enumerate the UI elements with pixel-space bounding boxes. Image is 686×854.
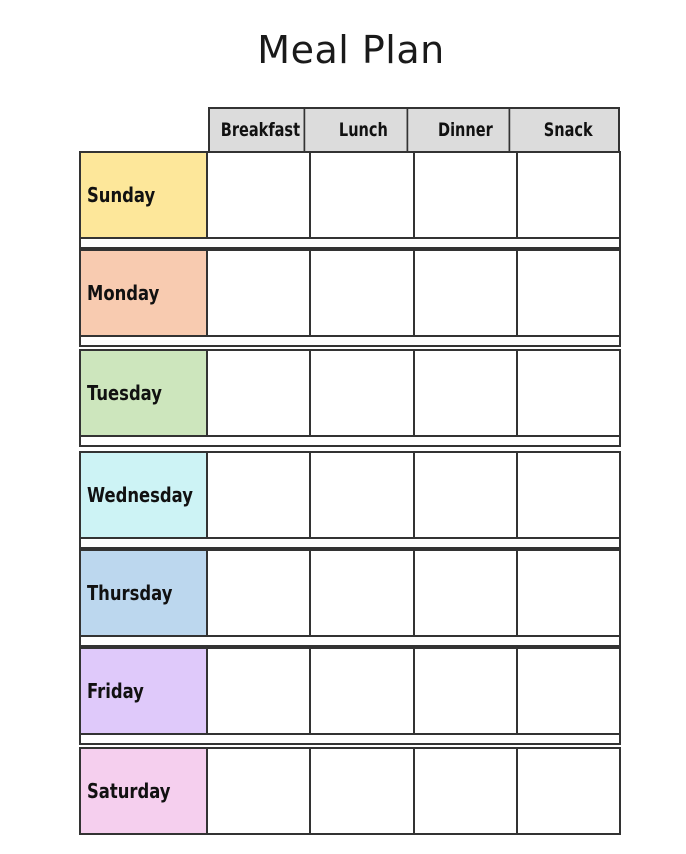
meal-cell-saturday-dinner[interactable]	[415, 749, 518, 833]
meal-cell-thursday-breakfast[interactable]	[208, 551, 311, 635]
meal-cell-wednesday-breakfast[interactable]	[208, 453, 311, 537]
meal-cell-friday-lunch[interactable]	[311, 649, 414, 733]
day-label-saturday: Saturday	[81, 749, 208, 833]
meal-cell-tuesday-lunch[interactable]	[311, 351, 414, 435]
day-row-saturday	[79, 747, 621, 835]
meal-cell-friday-dinner[interactable]	[415, 649, 518, 733]
day-label-thursday: Thursday	[81, 551, 208, 635]
meal-cell-sunday-lunch[interactable]	[311, 153, 414, 237]
row-divider	[79, 239, 621, 249]
column-header-snack: Snack	[543, 119, 593, 141]
meal-cell-tuesday-dinner[interactable]	[415, 351, 518, 435]
meal-cell-sunday-snack[interactable]	[518, 153, 619, 237]
column-header-lunch: Lunch	[320, 109, 407, 151]
meal-cell-tuesday-snack[interactable]	[518, 351, 619, 435]
meal-cell-wednesday-dinner[interactable]	[415, 453, 518, 537]
day-row-thursday	[79, 549, 621, 637]
row-divider	[79, 637, 621, 647]
meal-cell-saturday-snack[interactable]	[518, 749, 619, 833]
row-divider	[79, 735, 621, 745]
page-title: Meal Plan	[257, 28, 445, 72]
row-divider	[79, 437, 621, 447]
meal-cell-thursday-lunch[interactable]	[311, 551, 414, 635]
meal-cell-monday-dinner[interactable]	[415, 251, 518, 335]
meal-cell-sunday-dinner[interactable]	[415, 153, 518, 237]
column-header-breakfast: Breakfast	[218, 109, 305, 151]
header-row	[208, 107, 620, 153]
meal-cell-monday-breakfast[interactable]	[208, 251, 311, 335]
meal-cell-wednesday-snack[interactable]	[518, 453, 619, 537]
meal-cell-monday-lunch[interactable]	[311, 251, 414, 335]
meal-cell-sunday-breakfast[interactable]	[208, 153, 311, 237]
day-row-friday	[79, 647, 621, 735]
row-divider	[79, 337, 621, 347]
column-header-dinner: Dinner	[423, 109, 510, 151]
day-label-tuesday: Tuesday	[81, 351, 208, 435]
meal-cell-monday-snack[interactable]	[518, 251, 619, 335]
meal-cell-wednesday-lunch[interactable]	[311, 453, 414, 537]
day-row-sunday	[79, 151, 621, 239]
day-row-tuesday	[79, 349, 621, 437]
meal-cell-tuesday-breakfast[interactable]	[208, 351, 311, 435]
day-label-wednesday: Wednesday	[81, 453, 208, 537]
meal-cell-saturday-breakfast[interactable]	[208, 749, 311, 833]
day-row-wednesday	[79, 451, 621, 539]
meal-cell-friday-snack[interactable]	[518, 649, 619, 733]
day-label-friday: Friday	[81, 649, 208, 733]
meal-cell-friday-breakfast[interactable]	[208, 649, 311, 733]
day-label-sunday: Sunday	[81, 153, 208, 237]
row-divider	[79, 539, 621, 549]
meal-cell-thursday-snack[interactable]	[518, 551, 619, 635]
day-row-monday	[79, 249, 621, 337]
day-label-monday: Monday	[81, 251, 208, 335]
meal-cell-saturday-lunch[interactable]	[311, 749, 414, 833]
meal-cell-thursday-dinner[interactable]	[415, 551, 518, 635]
